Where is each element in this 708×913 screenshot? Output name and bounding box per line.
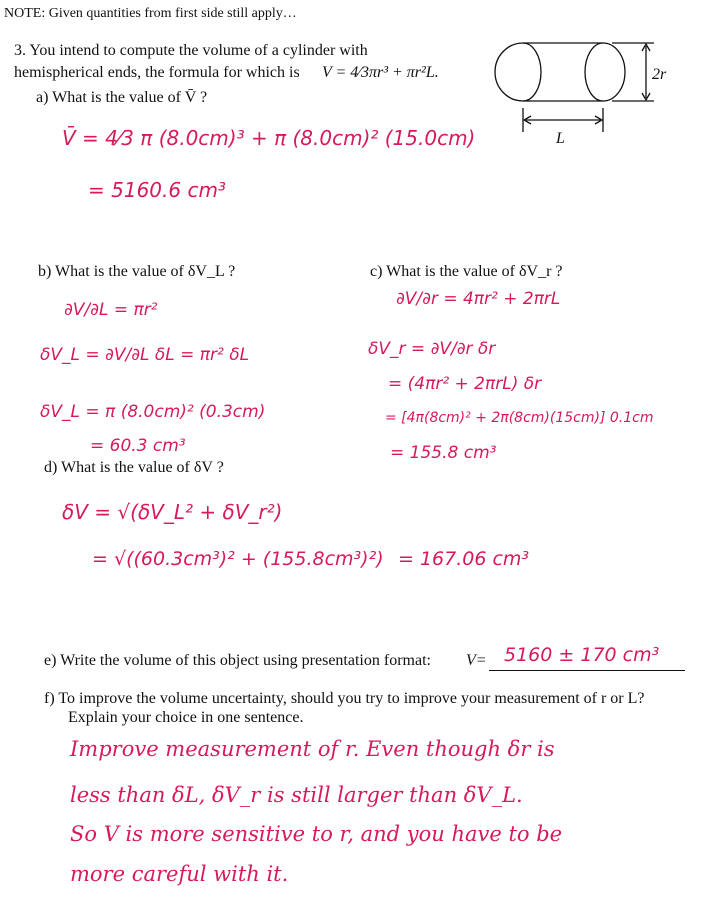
answer-a-line-2: = 5160.6 cm³ [88,178,226,202]
question-c: c) What is the value of δV_r ? [370,263,563,280]
note-text: NOTE: Given quantities from first side still apply… [4,6,297,21]
length-label: L [556,130,565,147]
question-f-line-2: Explain your choice in one sentence. [68,709,304,726]
answer-d-line-2: = √((60.3cm³)² + (155.8cm³)²) [92,548,384,570]
answer-c-line-4: = [4π(8cm)² + 2π(8cm)(15cm)] 0.1cm [385,410,654,426]
capsule-outline [495,43,625,101]
question-b: b) What is the value of δV_L ? [38,263,236,280]
question-e: e) Write the volume of this object using presentation format: [44,652,431,669]
answer-f-line-3: So V is more sensitive to r, and you have to be [70,822,563,846]
answer-f-line-1: Improve measurement of r. Even though δr is [70,737,555,761]
answer-b-line-2: δV_L = ∂V/∂L δL = πr² δL [40,345,250,365]
answer-e-value: 5160 ± 170 cm³ [504,644,660,666]
right-hemisphere-line [585,43,603,101]
volume-formula: V = 4⁄3πr³ + πr²L. [322,64,439,81]
answer-b-line-1: ∂V/∂L = πr² [64,300,158,320]
answer-c-line-3: = (4πr² + 2πrL) δr [388,374,542,394]
answer-c-line-5: = 155.8 cm³ [390,443,497,463]
answer-b-line-4: = 60.3 cm³ [90,436,186,456]
question-f-line-1: f) To improve the volume uncertainty, should you try to improve your measurement of r or L? [44,690,645,707]
answer-e-underline [489,670,685,671]
answer-a-line-1: V̄ = 4⁄3 π (8.0cm)³ + π (8.0cm)² (15.0cm) [62,126,476,150]
problem-line-2: hemispherical ends, the formula for which is [14,64,300,81]
question-d: d) What is the value of δV ? [44,459,224,476]
answer-d-result: = 167.06 cm³ [398,548,530,570]
diameter-label: 2r [652,66,667,83]
answer-f-line-2: less than δL, δV_r is still larger than δV_L. [70,783,523,807]
problem-line-1: 3. You intend to compute the volume of a cylinder with [14,42,368,59]
left-hemisphere-line [523,43,541,101]
answer-d-line-1: δV = √(δV_L² + δV_r²) [62,500,283,524]
answer-c-line-2: δV_r = ∂V/∂r δr [368,339,496,359]
answer-c-line-1: ∂V/∂r = 4πr² + 2πrL [396,289,561,309]
question-a: a) What is the value of V̄ ? [36,89,208,106]
answer-b-line-3: δV_L = π (8.0cm)² (0.3cm) [40,402,266,422]
answer-f-line-4: more careful with it. [70,862,289,886]
answer-e-prefix: V= [466,652,487,669]
